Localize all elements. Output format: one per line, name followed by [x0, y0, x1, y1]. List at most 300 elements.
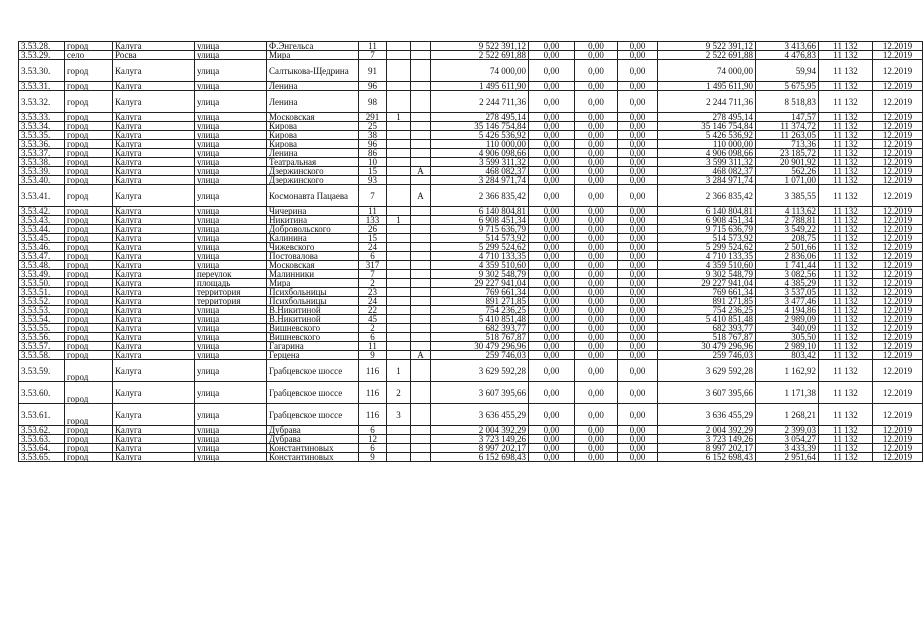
cell-unit-cost: 23 185,72	[756, 149, 819, 158]
cell-street-name: В.Никитиной	[267, 315, 359, 324]
cell-settlement-type: город	[65, 360, 113, 382]
cell-house-number: 116	[359, 404, 387, 426]
cell-letter	[411, 91, 431, 113]
cell-amount-result: 2 004 392,29	[658, 426, 756, 435]
cell-street-type: улица	[195, 261, 267, 270]
cell-letter	[411, 360, 431, 382]
cell-amount-4: 0,00	[618, 252, 658, 261]
cell-row-number: 3.53.43.	[19, 216, 65, 225]
cell-amount-total: 3 284 971,74	[431, 176, 529, 185]
cell-building-number	[387, 243, 411, 252]
cell-street-name: Ленина	[267, 91, 359, 113]
cell-unit-cost: 2 501,66	[756, 243, 819, 252]
cell-unit-cost: 2 788,81	[756, 216, 819, 225]
cell-period: 12.2019	[873, 382, 923, 404]
cell-letter	[411, 243, 431, 252]
cell-amount-total: 4 710 133,35	[431, 252, 529, 261]
cell-amount-2: 0,00	[529, 185, 575, 207]
cell-amount-total: 4 359 510,60	[431, 261, 529, 270]
cell-building-number	[387, 185, 411, 207]
cell-settlement-type: город	[65, 207, 113, 216]
cell-amount-result: 518 767,87	[658, 333, 756, 342]
cell-settlement-type: город	[65, 453, 113, 462]
cell-street-name: Психбольницы	[267, 288, 359, 297]
table-row	[19, 82, 923, 91]
cell-street-name: Дубрава	[267, 426, 359, 435]
cell-letter	[411, 288, 431, 297]
cell-row-number: 3.53.33.	[19, 113, 65, 122]
cell-street-type: улица	[195, 82, 267, 91]
cell-letter	[411, 324, 431, 333]
cell-period: 12.2019	[873, 207, 923, 216]
cell-amount-2: 0,00	[529, 306, 575, 315]
cell-settlement-name: Калуга	[113, 315, 195, 324]
cell-amount-result: 5 299 524,62	[658, 243, 756, 252]
cell-letter: А	[411, 351, 431, 360]
cell-house-number: 12	[359, 435, 387, 444]
cell-house-number: 7	[359, 51, 387, 60]
cell-house-number: 15	[359, 167, 387, 176]
cell-unit-cost: 2 951,64	[756, 453, 819, 462]
table-body	[19, 42, 923, 462]
cell-building-number	[387, 131, 411, 140]
cell-period: 12.2019	[873, 42, 923, 51]
cell-period: 12.2019	[873, 435, 923, 444]
table-row	[19, 176, 923, 185]
cell-settlement-type: город	[65, 122, 113, 131]
cell-row-number: 3.53.47.	[19, 252, 65, 261]
cell-street-type: улица	[195, 51, 267, 60]
cell-amount-total: 769 661,34	[431, 288, 529, 297]
cell-letter	[411, 51, 431, 60]
cell-row-number: 3.53.61.	[19, 404, 65, 426]
cell-unit-cost: 2 989,10	[756, 342, 819, 351]
cell-house-number: 9	[359, 351, 387, 360]
cell-building-number	[387, 315, 411, 324]
cell-building-number	[387, 426, 411, 435]
cell-settlement-name: Калуга	[113, 207, 195, 216]
cell-amount-total: 2 004 392,29	[431, 426, 529, 435]
cell-house-number: 11	[359, 207, 387, 216]
cell-amount-total: 110 000,00	[431, 140, 529, 149]
cell-amount-2: 0,00	[529, 297, 575, 306]
cell-amount-result: 3 607 395,66	[658, 382, 756, 404]
table-row	[19, 324, 923, 333]
cell-street-name: Психбольницы	[267, 297, 359, 306]
cell-building-number	[387, 306, 411, 315]
cell-street-name: Гагарина	[267, 342, 359, 351]
cell-row-number: 3.53.57.	[19, 342, 65, 351]
cell-amount-3: 0,00	[575, 297, 618, 306]
cell-letter	[411, 306, 431, 315]
cell-period: 12.2019	[873, 360, 923, 382]
cell-house-number: 6	[359, 252, 387, 261]
cell-street-type: территория	[195, 297, 267, 306]
cell-row-number: 3.53.51.	[19, 288, 65, 297]
cell-amount-4: 0,00	[618, 113, 658, 122]
cell-settlement-name: Калуга	[113, 297, 195, 306]
cell-house-number: 6	[359, 333, 387, 342]
cell-building-number	[387, 91, 411, 113]
cell-unit-cost: 20 901,92	[756, 158, 819, 167]
cell-settlement-name: Калуга	[113, 279, 195, 288]
cell-row-number: 3.53.52.	[19, 297, 65, 306]
cell-house-number: 116	[359, 382, 387, 404]
cell-amount-3: 0,00	[575, 140, 618, 149]
cell-building-number	[387, 270, 411, 279]
cell-code: 11 132	[819, 453, 873, 462]
cell-period: 12.2019	[873, 82, 923, 91]
cell-unit-cost: 2 989,09	[756, 315, 819, 324]
cell-unit-cost: 3 537,05	[756, 288, 819, 297]
cell-amount-4: 0,00	[618, 404, 658, 426]
cell-settlement-name: Калуга	[113, 113, 195, 122]
cell-amount-2: 0,00	[529, 404, 575, 426]
cell-amount-result: 74 000,00	[658, 60, 756, 82]
cell-code: 11 132	[819, 207, 873, 216]
cell-unit-cost: 713,36	[756, 140, 819, 149]
cell-row-number: 3.53.56.	[19, 333, 65, 342]
cell-code: 11 132	[819, 261, 873, 270]
cell-house-number: 98	[359, 91, 387, 113]
cell-building-number	[387, 167, 411, 176]
cell-settlement-type: село	[65, 51, 113, 60]
cell-amount-2: 0,00	[529, 333, 575, 342]
cell-amount-3: 0,00	[575, 185, 618, 207]
cell-period: 12.2019	[873, 149, 923, 158]
cell-amount-result: 30 479 296,96	[658, 342, 756, 351]
cell-building-number	[387, 435, 411, 444]
cell-amount-2: 0,00	[529, 167, 575, 176]
cell-house-number: 96	[359, 140, 387, 149]
cell-amount-3: 0,00	[575, 234, 618, 243]
cell-settlement-name: Калуга	[113, 131, 195, 140]
cell-amount-4: 0,00	[618, 225, 658, 234]
cell-period: 12.2019	[873, 306, 923, 315]
cell-amount-3: 0,00	[575, 279, 618, 288]
cell-amount-result: 2 366 835,42	[658, 185, 756, 207]
cell-amount-result: 3 599 311,32	[658, 158, 756, 167]
cell-amount-3: 0,00	[575, 167, 618, 176]
cell-street-name: Мира	[267, 51, 359, 60]
cell-row-number: 3.53.44.	[19, 225, 65, 234]
cell-amount-result: 6 140 804,81	[658, 207, 756, 216]
cell-amount-total: 2 522 691,88	[431, 51, 529, 60]
cell-amount-2: 0,00	[529, 453, 575, 462]
cell-row-number: 3.53.34.	[19, 122, 65, 131]
cell-settlement-name: Калуга	[113, 158, 195, 167]
cell-street-type: улица	[195, 216, 267, 225]
cell-settlement-name: Калуга	[113, 382, 195, 404]
cell-letter	[411, 225, 431, 234]
cell-period: 12.2019	[873, 234, 923, 243]
cell-letter	[411, 234, 431, 243]
cell-amount-2: 0,00	[529, 42, 575, 51]
cell-amount-result: 110 000,00	[658, 140, 756, 149]
cell-settlement-type: город	[65, 185, 113, 207]
cell-building-number: 1	[387, 360, 411, 382]
cell-unit-cost: 4 476,83	[756, 51, 819, 60]
cell-building-number	[387, 51, 411, 60]
cell-settlement-type: город	[65, 225, 113, 234]
cell-amount-2: 0,00	[529, 60, 575, 82]
cell-amount-2: 0,00	[529, 131, 575, 140]
cell-amount-3: 0,00	[575, 351, 618, 360]
cell-amount-4: 0,00	[618, 167, 658, 176]
cell-period: 12.2019	[873, 225, 923, 234]
cell-period: 12.2019	[873, 91, 923, 113]
cell-street-name: Константиновых	[267, 444, 359, 453]
cell-building-number	[387, 261, 411, 270]
cell-house-number: 86	[359, 149, 387, 158]
cell-letter	[411, 176, 431, 185]
cell-settlement-name: Калуга	[113, 342, 195, 351]
cell-row-number: 3.53.41.	[19, 185, 65, 207]
cell-amount-3: 0,00	[575, 342, 618, 351]
cell-amount-4: 0,00	[618, 315, 658, 324]
cell-amount-4: 0,00	[618, 131, 658, 140]
cell-amount-total: 29 227 941,04	[431, 279, 529, 288]
cell-building-number	[387, 176, 411, 185]
cell-settlement-name: Калуга	[113, 140, 195, 149]
cell-code: 11 132	[819, 351, 873, 360]
cell-settlement-name: Калуга	[113, 351, 195, 360]
cell-amount-4: 0,00	[618, 149, 658, 158]
cell-unit-cost: 4 113,62	[756, 207, 819, 216]
cell-street-type: улица	[195, 234, 267, 243]
cell-amount-result: 9 302 548,79	[658, 270, 756, 279]
cell-amount-total: 30 479 296,96	[431, 342, 529, 351]
cell-settlement-type: город	[65, 167, 113, 176]
cell-amount-4: 0,00	[618, 297, 658, 306]
cell-amount-4: 0,00	[618, 306, 658, 315]
cell-amount-2: 0,00	[529, 216, 575, 225]
cell-house-number: 10	[359, 158, 387, 167]
cell-letter	[411, 315, 431, 324]
cell-code: 11 132	[819, 404, 873, 426]
cell-code: 11 132	[819, 131, 873, 140]
cell-period: 12.2019	[873, 113, 923, 122]
cell-settlement-name: Калуга	[113, 122, 195, 131]
cell-amount-3: 0,00	[575, 426, 618, 435]
cell-street-name: Дзержинского	[267, 176, 359, 185]
cell-amount-total: 754 236,25	[431, 306, 529, 315]
cell-street-name: Никитина	[267, 216, 359, 225]
cell-row-number: 3.53.55.	[19, 324, 65, 333]
cell-house-number: 24	[359, 243, 387, 252]
cell-street-type: улица	[195, 149, 267, 158]
cell-amount-result: 1 495 611,90	[658, 82, 756, 91]
cell-row-number: 3.53.63.	[19, 435, 65, 444]
cell-amount-result: 682 393,77	[658, 324, 756, 333]
cell-letter	[411, 131, 431, 140]
cell-building-number	[387, 122, 411, 131]
cell-amount-3: 0,00	[575, 60, 618, 82]
cell-amount-total: 35 146 754,84	[431, 122, 529, 131]
cell-street-name: Салтыкова-Щедрина	[267, 60, 359, 82]
cell-amount-total: 4 906 098,66	[431, 149, 529, 158]
cell-amount-3: 0,00	[575, 216, 618, 225]
cell-street-name: Калинина	[267, 234, 359, 243]
cell-row-number: 3.53.31.	[19, 82, 65, 91]
cell-settlement-type: город	[65, 176, 113, 185]
cell-unit-cost: 11 263,05	[756, 131, 819, 140]
cell-row-number: 3.53.59.	[19, 360, 65, 382]
cell-street-name: Дзержинского	[267, 167, 359, 176]
cell-amount-2: 0,00	[529, 252, 575, 261]
cell-amount-3: 0,00	[575, 453, 618, 462]
cell-street-type: улица	[195, 176, 267, 185]
cell-building-number	[387, 444, 411, 453]
cell-unit-cost: 562,26	[756, 167, 819, 176]
cell-settlement-type: город	[65, 252, 113, 261]
cell-street-type: улица	[195, 435, 267, 444]
cell-amount-4: 0,00	[618, 82, 658, 91]
cell-period: 12.2019	[873, 324, 923, 333]
cell-street-type: улица	[195, 113, 267, 122]
cell-amount-4: 0,00	[618, 42, 658, 51]
cell-amount-result: 4 710 133,35	[658, 252, 756, 261]
cell-amount-2: 0,00	[529, 207, 575, 216]
cell-code: 11 132	[819, 51, 873, 60]
registry-table	[18, 41, 923, 462]
cell-code: 11 132	[819, 382, 873, 404]
cell-settlement-type: город	[65, 131, 113, 140]
table-row	[19, 453, 923, 462]
cell-settlement-name: Калуга	[113, 234, 195, 243]
cell-street-type: территория	[195, 288, 267, 297]
cell-amount-total: 682 393,77	[431, 324, 529, 333]
cell-unit-cost: 3 385,55	[756, 185, 819, 207]
cell-period: 12.2019	[873, 342, 923, 351]
cell-amount-3: 0,00	[575, 51, 618, 60]
cell-house-number: 24	[359, 297, 387, 306]
cell-row-number: 3.53.53.	[19, 306, 65, 315]
cell-amount-3: 0,00	[575, 149, 618, 158]
cell-street-name: Постовалова	[267, 252, 359, 261]
cell-code: 11 132	[819, 306, 873, 315]
cell-street-type: улица	[195, 158, 267, 167]
cell-amount-total: 9 302 548,79	[431, 270, 529, 279]
cell-letter	[411, 404, 431, 426]
cell-street-type: улица	[195, 225, 267, 234]
cell-settlement-type: город	[65, 382, 113, 404]
cell-amount-2: 0,00	[529, 82, 575, 91]
cell-settlement-type: город	[65, 288, 113, 297]
cell-settlement-name: Калуга	[113, 261, 195, 270]
cell-building-number	[387, 342, 411, 351]
cell-street-type: улица	[195, 306, 267, 315]
cell-street-type: улица	[195, 360, 267, 382]
cell-settlement-type: город	[65, 158, 113, 167]
cell-amount-4: 0,00	[618, 261, 658, 270]
cell-amount-result: 3 723 149,26	[658, 435, 756, 444]
cell-house-number: 6	[359, 426, 387, 435]
cell-settlement-name: Калуга	[113, 167, 195, 176]
cell-amount-3: 0,00	[575, 113, 618, 122]
table-row	[19, 382, 923, 404]
cell-letter	[411, 42, 431, 51]
cell-street-name: Ленина	[267, 82, 359, 91]
cell-amount-4: 0,00	[618, 140, 658, 149]
cell-settlement-type: город	[65, 82, 113, 91]
cell-amount-3: 0,00	[575, 360, 618, 382]
cell-amount-3: 0,00	[575, 288, 618, 297]
cell-code: 11 132	[819, 42, 873, 51]
cell-period: 12.2019	[873, 279, 923, 288]
cell-code: 11 132	[819, 435, 873, 444]
cell-period: 12.2019	[873, 404, 923, 426]
cell-letter	[411, 279, 431, 288]
cell-settlement-type: город	[65, 444, 113, 453]
cell-building-number	[387, 60, 411, 82]
cell-amount-total: 9 522 391,12	[431, 42, 529, 51]
cell-letter	[411, 333, 431, 342]
cell-amount-2: 0,00	[529, 225, 575, 234]
cell-amount-2: 0,00	[529, 51, 575, 60]
cell-letter	[411, 149, 431, 158]
cell-settlement-name: Калуга	[113, 176, 195, 185]
cell-unit-cost: 2 399,03	[756, 426, 819, 435]
cell-unit-cost: 3 433,39	[756, 444, 819, 453]
cell-building-number	[387, 297, 411, 306]
cell-building-number	[387, 158, 411, 167]
cell-settlement-name: Калуга	[113, 270, 195, 279]
cell-amount-total: 3 607 395,66	[431, 382, 529, 404]
cell-amount-result: 5 410 851,48	[658, 315, 756, 324]
cell-unit-cost: 59,94	[756, 60, 819, 82]
cell-amount-total: 6 140 804,81	[431, 207, 529, 216]
cell-settlement-type: город	[65, 324, 113, 333]
cell-row-number: 3.53.38.	[19, 158, 65, 167]
cell-building-number	[387, 140, 411, 149]
cell-settlement-name: Калуга	[113, 333, 195, 342]
cell-unit-cost: 340,09	[756, 324, 819, 333]
cell-amount-total: 8 997 202,17	[431, 444, 529, 453]
cell-building-number	[387, 42, 411, 51]
cell-row-number: 3.53.60.	[19, 382, 65, 404]
cell-amount-2: 0,00	[529, 149, 575, 158]
cell-amount-3: 0,00	[575, 324, 618, 333]
cell-street-type: улица	[195, 324, 267, 333]
cell-code: 11 132	[819, 444, 873, 453]
cell-building-number	[387, 234, 411, 243]
cell-settlement-name: Калуга	[113, 453, 195, 462]
cell-amount-result: 754 236,25	[658, 306, 756, 315]
cell-amount-total: 9 715 636,79	[431, 225, 529, 234]
cell-amount-2: 0,00	[529, 158, 575, 167]
cell-code: 11 132	[819, 167, 873, 176]
cell-building-number	[387, 252, 411, 261]
cell-amount-2: 0,00	[529, 91, 575, 113]
cell-amount-3: 0,00	[575, 333, 618, 342]
cell-street-type: улица	[195, 243, 267, 252]
cell-period: 12.2019	[873, 351, 923, 360]
cell-settlement-name: Калуга	[113, 360, 195, 382]
cell-amount-4: 0,00	[618, 234, 658, 243]
cell-house-number: 291	[359, 113, 387, 122]
cell-settlement-type: город	[65, 315, 113, 324]
cell-building-number: 3	[387, 404, 411, 426]
cell-amount-2: 0,00	[529, 279, 575, 288]
cell-settlement-type: город	[65, 42, 113, 51]
cell-code: 11 132	[819, 158, 873, 167]
cell-amount-4: 0,00	[618, 243, 658, 252]
cell-period: 12.2019	[873, 131, 923, 140]
cell-house-number: 11	[359, 42, 387, 51]
cell-code: 11 132	[819, 252, 873, 261]
cell-amount-3: 0,00	[575, 404, 618, 426]
